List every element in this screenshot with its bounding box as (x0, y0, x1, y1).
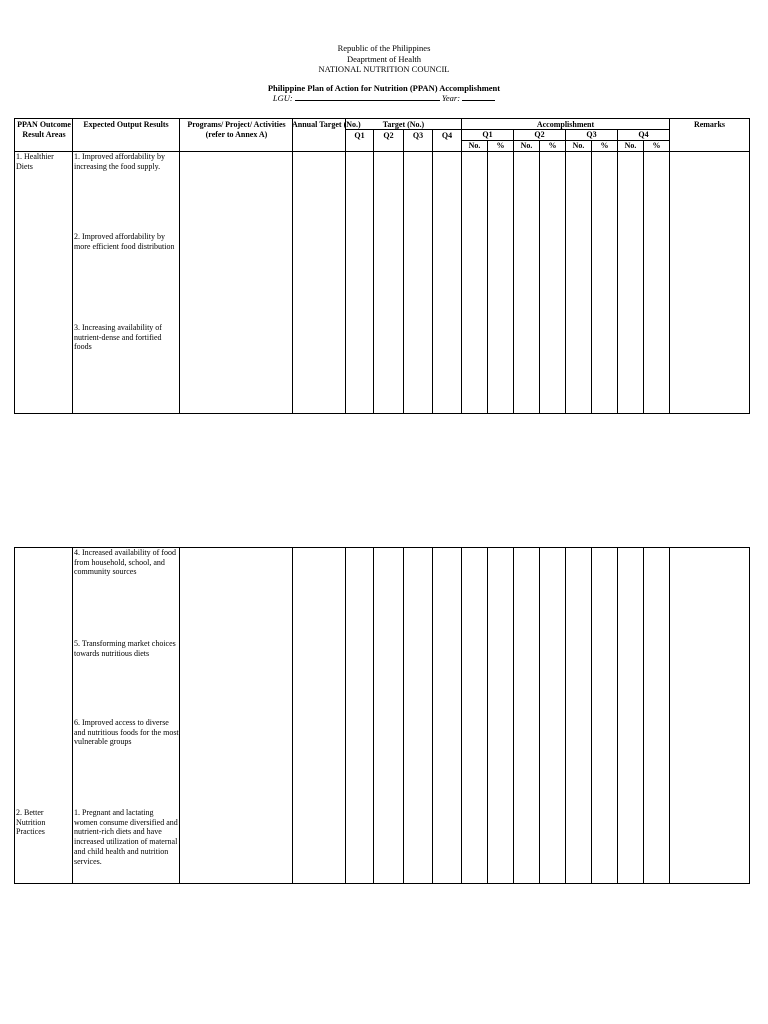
table2-output-5: 5. Transforming market choices towards nutritious diets (74, 639, 176, 658)
target-q4: Q4 (441, 131, 453, 140)
accomp-q3-no: No. (572, 141, 585, 150)
target-q3: Q3 (412, 131, 424, 140)
document-title: Philippine Plan of Action for Nutrition (PPAN) Accomplishment (267, 82, 501, 93)
header-target: Target (No.) (382, 120, 425, 129)
table1-output-3: 3. Increasing availability of nutrient-dense and fortified foods (74, 323, 162, 352)
header-remarks: Remarks (693, 120, 726, 129)
table2-output-1: 1. Pregnant and lactating women consume diversified and nutrient-rich diets and have increased utilization of maternal and child health and nutrition services. (74, 808, 178, 866)
target-q1: Q1 (354, 131, 365, 140)
table2-area-better-nutrition: 2. Better Nutrition Practices (16, 808, 46, 837)
header-annual-target: Annual Target (No.) (292, 120, 361, 129)
accomp-q4: Q4 (638, 130, 649, 139)
header-expected-output: Expected Output Results (83, 120, 169, 129)
header-ppan-outcome: PPAN Outcome Result Areas (17, 120, 71, 139)
table1-output-1: 1. Improved affordability by increasing the food supply. (74, 152, 165, 171)
header-programs: Programs/ Project/ Activities (refer to Annex A) (187, 120, 286, 139)
header-council: NATIONAL NUTRITION COUNCIL (318, 64, 450, 74)
accomp-q2-pct: % (548, 141, 557, 150)
header-accomplishment: Accomplishment (536, 120, 595, 129)
accomp-q3: Q3 (586, 130, 597, 139)
accomp-q4-pct: % (652, 141, 661, 150)
lgu-label: LGU: (272, 93, 293, 103)
header-republic: Republic of the Philippines (337, 43, 431, 53)
accomp-q2-no: No. (520, 141, 533, 150)
table1-output-2: 2. Improved affordability by more efficient food distribution (74, 232, 175, 251)
table2-output-6: 6. Improved access to diverse and nutritious foods for the most vulnerable groups (74, 718, 179, 747)
year-label: Year: (441, 93, 461, 103)
accomp-q1: Q1 (482, 130, 493, 139)
table2-output-4: 4. Increased availability of food from household, school, and community sources (74, 548, 176, 577)
accomp-q1-no: No. (468, 141, 481, 150)
header-department: Deaprtment of Health (346, 53, 422, 64)
accomp-q2: Q2 (534, 130, 545, 139)
accomp-q4-no: No. (624, 141, 637, 150)
target-q2: Q2 (383, 131, 394, 140)
table1-area-healthier-diets: 1. Healthier Diets (16, 152, 54, 171)
accomp-q1-pct: % (496, 141, 505, 150)
accomp-q3-pct: % (600, 141, 609, 150)
